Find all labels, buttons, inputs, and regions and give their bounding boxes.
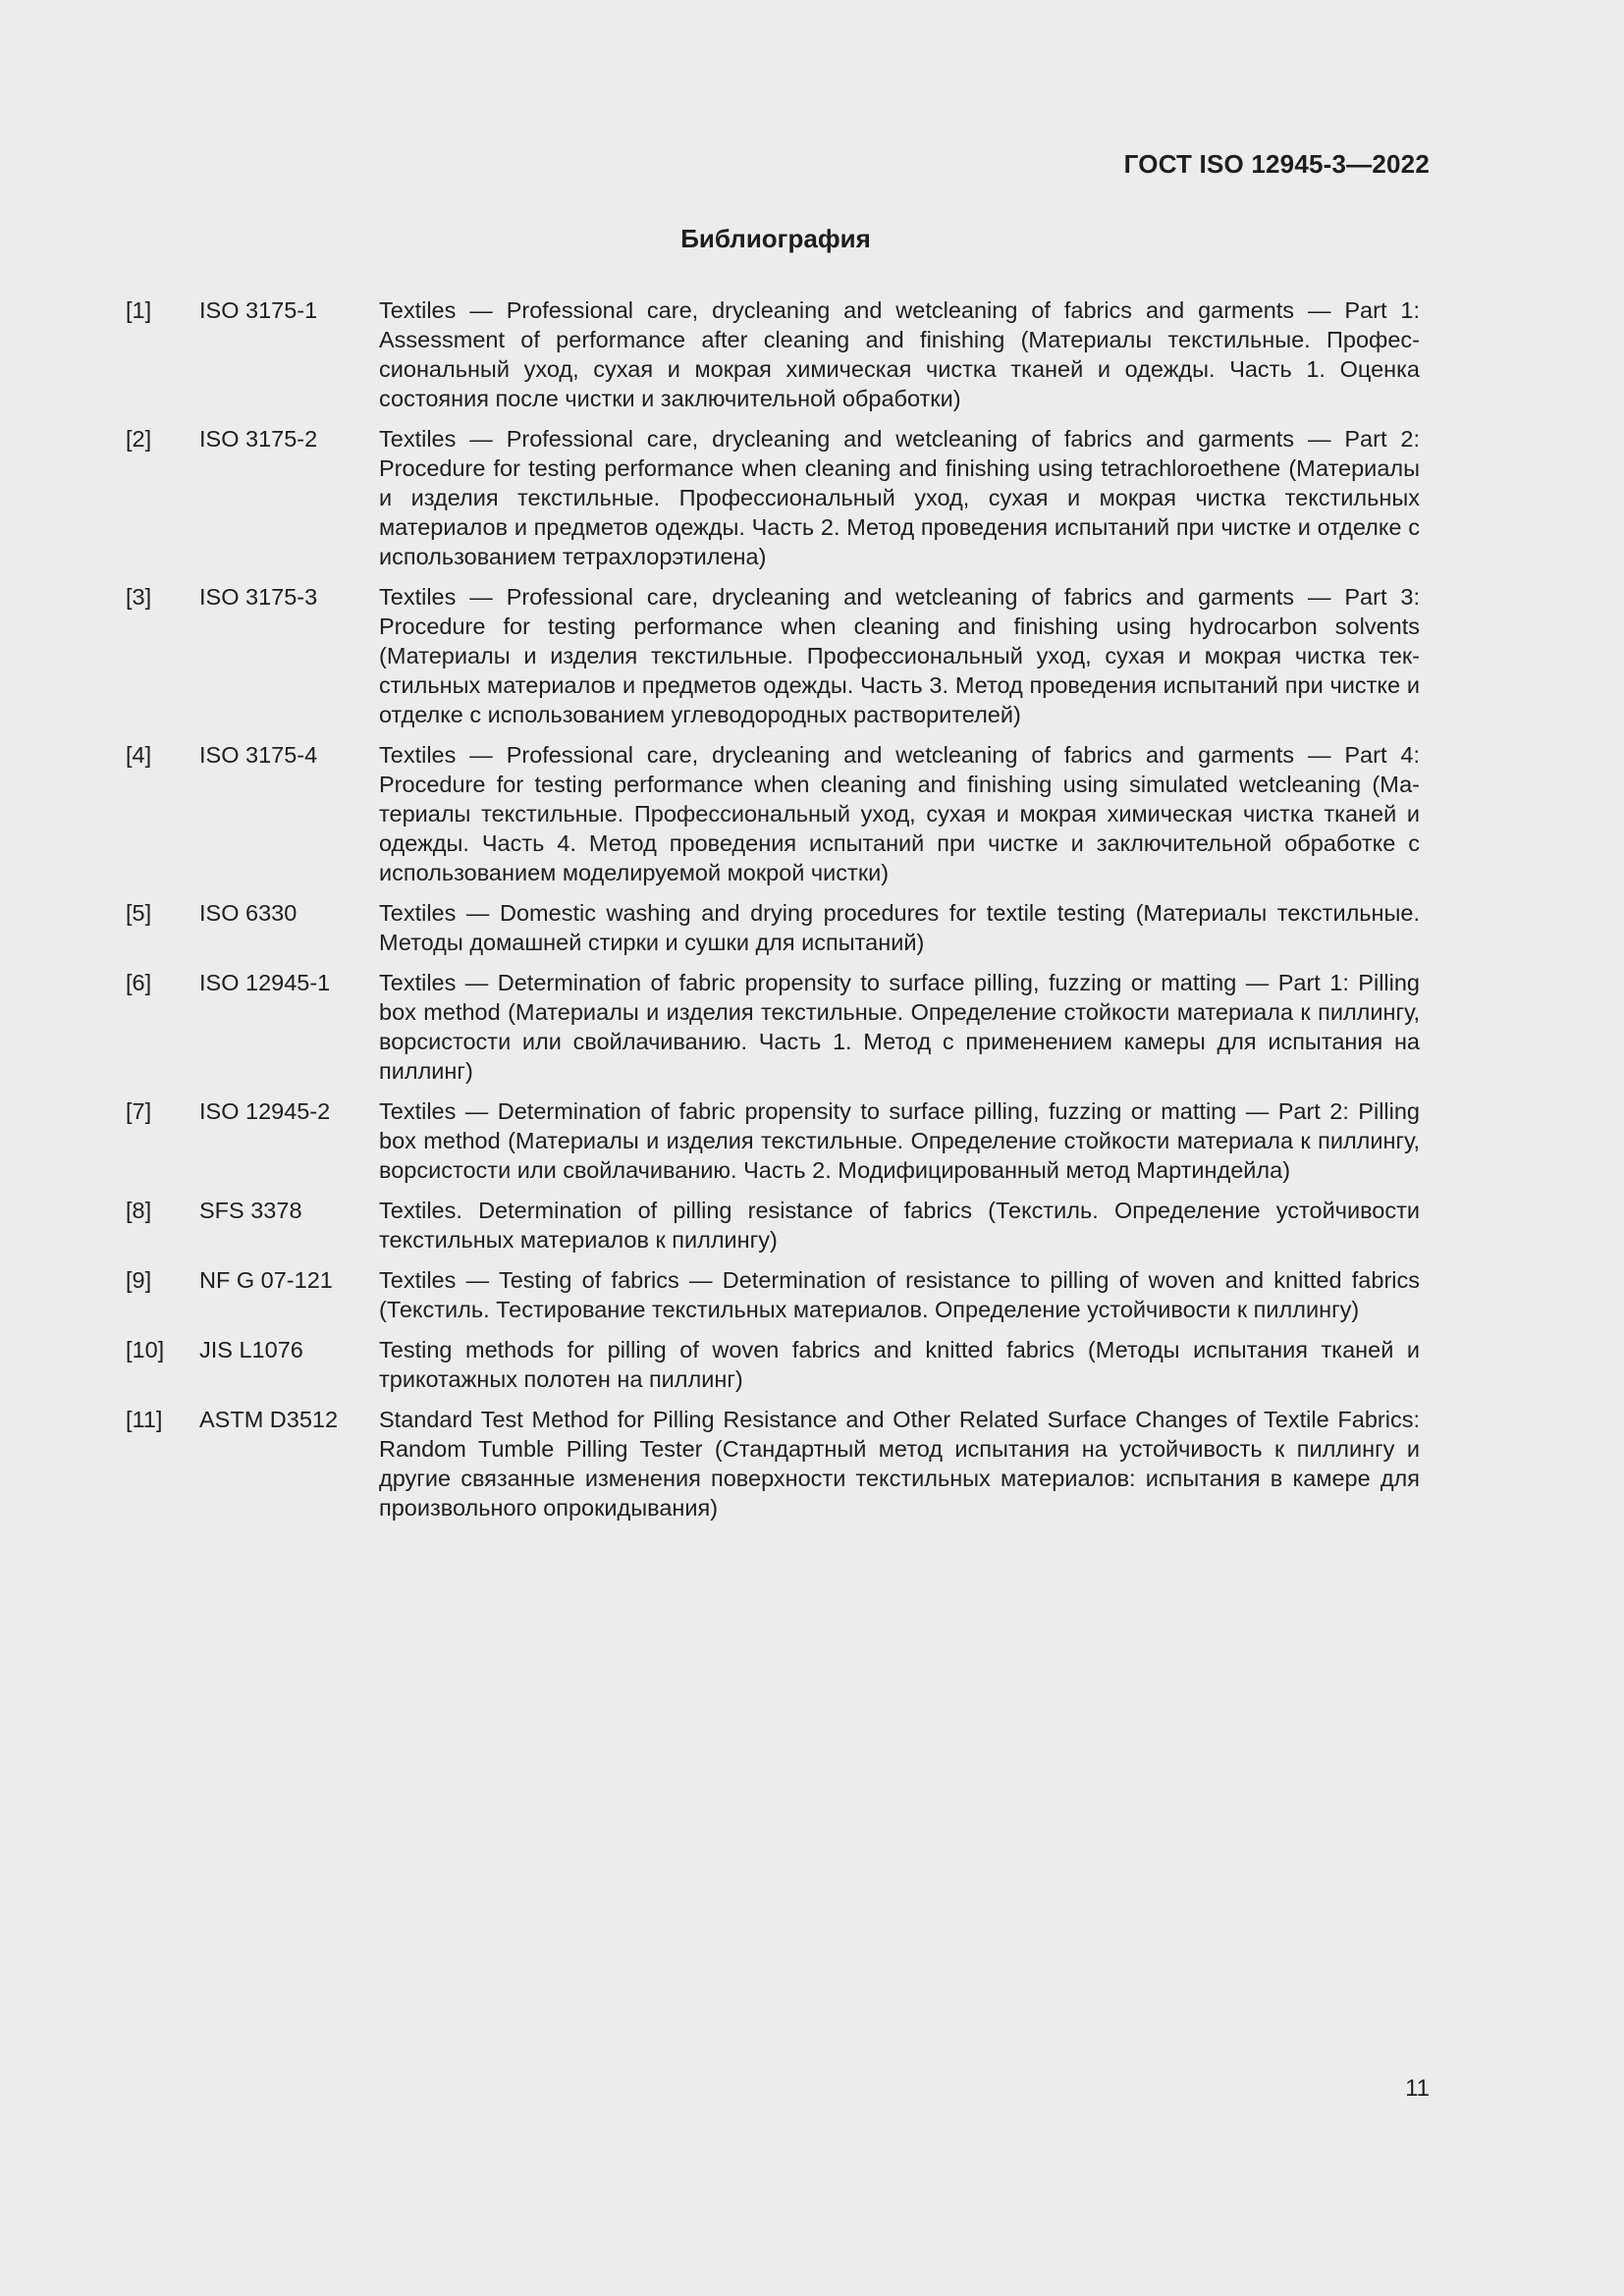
bibliography-entry — [126, 424, 1420, 571]
bibliography-entry — [126, 1405, 1420, 1522]
entry-standard: ISO 6330 — [199, 900, 298, 926]
entry-number: [11] — [126, 1407, 163, 1432]
entry-number: [4] — [126, 742, 152, 768]
entry-title: Textiles. Determination of pilling resistance of fabrics (Текстиль. Определение устойчивости текстильных материалов к пиллингу) — [379, 1198, 1420, 1253]
entry-standard: ISO 12945-1 — [199, 970, 331, 995]
entry-standard: ISO 3175-3 — [199, 584, 318, 610]
entry-standard: SFS 3378 — [199, 1198, 302, 1223]
entry-title: Textiles — Professional care, drycleaning and wetcleaning of fabrics and garments — Part 3: Procedure for testing performance when cleaning and finishing using hydrocarbon solvents (Материалы и изделия текстильные. Профессиональный уход, сухая и мокрая чистка текстильных материалов и предметов одежды. Часть 3. Метод проведения испытаний при чистке и отделке с использованием углеводородных растворителей) — [379, 584, 1420, 727]
entry-standard: ISO 12945-2 — [199, 1098, 331, 1124]
document-code: ГОСТ ISO 12945-3—2022 — [1123, 149, 1430, 179]
entry-number: [10] — [126, 1337, 165, 1362]
entry-standard: ISO 3175-2 — [199, 426, 318, 452]
entry-title: Textiles — Testing of fabrics — Determination of resistance to pilling of woven and knitted fabrics (Текстиль. Тестирование текстильных материалов. Определение устойчивости к пиллингу) — [379, 1267, 1420, 1322]
entry-title: Textiles — Professional care, drycleaning and wetcleaning of fabrics and garments — Part 2: Procedure for testing performance when cleaning and finishing using tetrachloroethene (Материалы и изделия текстильные. Профессиональный уход, сухая и мокрая чистка текстильных материалов и предметов одежды. Часть 2. Метод проведения испытаний при чистке и отделке с использованием тетрахлорэтилена) — [379, 426, 1420, 569]
entry-standard: ISO 3175-1 — [199, 297, 318, 323]
page-number: 11 — [1405, 2075, 1430, 2102]
bibliography-entry — [126, 1335, 1420, 1394]
entry-standard: ISO 3175-4 — [199, 742, 318, 768]
bibliography-entry — [126, 295, 1420, 413]
entry-number: [2] — [126, 426, 152, 452]
bibliography-list — [126, 295, 1420, 1533]
bibliography-entry — [126, 898, 1420, 957]
bibliography-entry — [126, 1196, 1420, 1255]
section-title: Библиография — [680, 224, 871, 253]
entry-number: [1] — [126, 297, 152, 323]
bibliography-entry — [126, 582, 1420, 729]
bibliography-entry — [126, 1096, 1420, 1185]
entry-standard: ASTM D3512 — [199, 1407, 339, 1432]
entry-title: Textiles — Determination of fabric propensity to surface pilling, fuzzing or matting — Part 1: Pilling box method (Материалы и изделия текстильные. Определение стойкости материала к пиллингу, ворсистости или свойлачиванию. Часть 1. Метод с применением камеры для испытания на пиллинг) — [379, 970, 1420, 1084]
bibliography-entry — [126, 740, 1420, 887]
entry-title: Textiles — Domestic washing and drying procedures for textile testing (Материалы текстильные. Методы домашней стирки и сушки для испытаний) — [379, 900, 1420, 955]
entry-standard: JIS L1076 — [199, 1337, 303, 1362]
entry-title: Textiles — Professional care, drycleaning and wetcleaning of fabrics and garments — Part 4: Procedure for testing performance when cleaning and finishing using simulated wetcleaning (Материалы текстильные. Профессиональный уход, сухая и мокрая химическая чистка тканей и одежды. Часть 4. Метод проведения испытаний при чистке и заключительной обработке с использованием моделируемой мокрой чистки) — [379, 742, 1420, 885]
entry-number: [7] — [126, 1098, 152, 1124]
entry-number: [5] — [126, 900, 152, 926]
entry-title: Testing methods for pilling of woven fabrics and knitted fabrics (Методы испытания тканей и трикотажных полотен на пиллинг) — [379, 1337, 1420, 1392]
entry-standard: NF G 07-121 — [199, 1267, 333, 1293]
entry-number: [3] — [126, 584, 152, 610]
entry-title: Textiles — Professional care, drycleaning and wetcleaning of fabrics and garments — Part 1: Assessment of performance after cleaning and finishing (Материалы текстильные. Профессиональный уход, сухая и мокрая химическая чистка тканей и одежды. Часть 1. Оценка состояния после чистки и заключительной обработки) — [379, 297, 1420, 411]
entry-title: Standard Test Method for Pilling Resistance and Other Related Surface Changes of Textile Fabrics: Random Tumble Pilling Tester (Стандартный метод испытания на устойчивость к пиллингу и другие связанные изменения поверхности текстильных материалов: испытания в камере для произвольного опрокидывания) — [379, 1407, 1420, 1521]
entry-title: Textiles — Determination of fabric propensity to surface pilling, fuzzing or matting — Part 2: Pilling box method (Материалы и изделия текстильные. Определение стойкости материала к пиллингу, ворсистости или свойлачиванию. Часть 2. Модифицированный метод Мартиндейла) — [379, 1098, 1420, 1183]
entry-number: [8] — [126, 1198, 152, 1223]
entry-number: [9] — [126, 1267, 152, 1293]
entry-number: [6] — [126, 970, 152, 995]
bibliography-entry — [126, 968, 1420, 1086]
bibliography-entry — [126, 1265, 1420, 1324]
